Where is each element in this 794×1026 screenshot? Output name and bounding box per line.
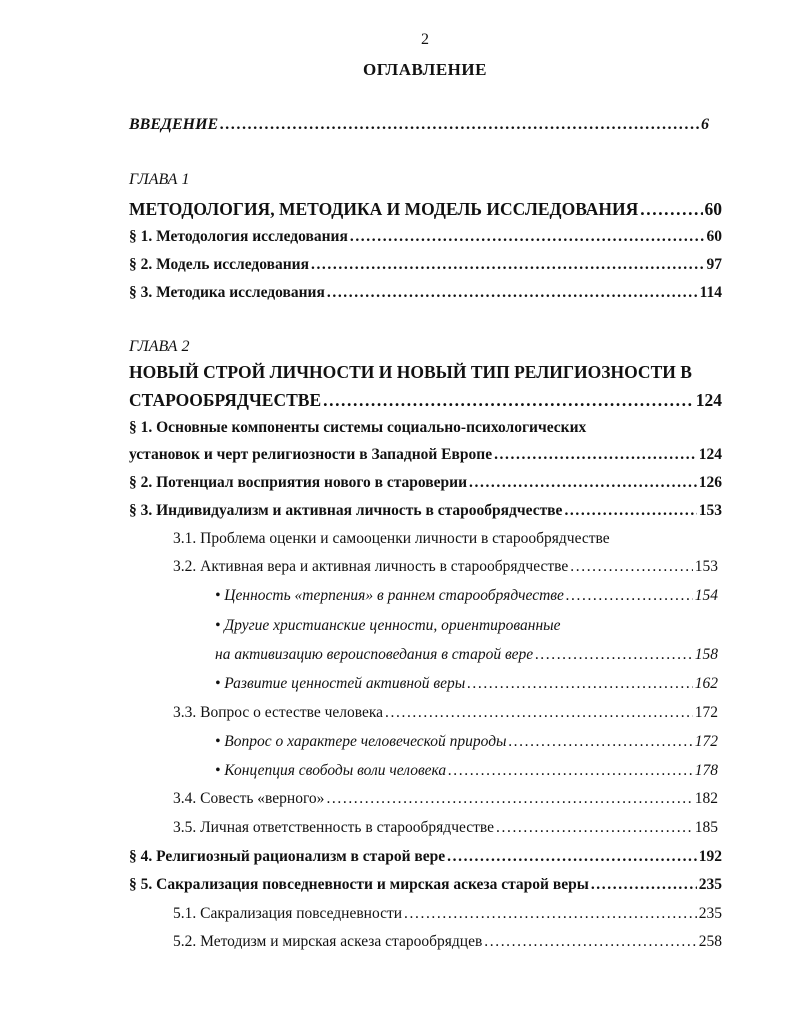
toc-entry-page: 192 xyxy=(698,848,722,865)
chapter-2-heading-line2 xyxy=(129,390,722,411)
toc-entry-page: 154 xyxy=(694,587,718,604)
toc-entry-ch1-s1 xyxy=(129,228,722,246)
dot-leader xyxy=(447,848,697,866)
toc-entry-ch2-s2 xyxy=(129,474,722,492)
toc-entry-text: § 3. Методика исследования xyxy=(129,284,325,301)
page-number: 2 xyxy=(421,31,429,48)
toc-entry-3-4 xyxy=(173,790,718,808)
toc-entry-text: § 3. Индивидуализм и активная личность в старообрядчестве xyxy=(129,502,563,519)
toc-entry-ch1-s2 xyxy=(129,256,722,274)
toc-bullet-patience xyxy=(215,587,718,605)
toc-entry-text: 3.4. Совесть «верного» xyxy=(173,790,325,807)
toc-entry-ch2-s1-line2 xyxy=(129,446,722,464)
toc-entry-text: установок и черт религиозности в Западной Европе xyxy=(129,446,493,463)
toc-entry-intro xyxy=(129,116,709,134)
dot-leader xyxy=(326,790,692,808)
toc-entry-text: 3.5. Личная ответственность в старообрядчестве xyxy=(173,819,495,836)
toc-entry-text: ВВЕДЕНИЕ xyxy=(129,116,219,133)
toc-entry-page: 153 xyxy=(698,502,722,519)
dot-leader xyxy=(327,284,698,302)
toc-entry-page: 124 xyxy=(698,446,722,463)
dot-leader xyxy=(640,199,702,220)
toc-entry-text: § 5. Сакрализация повседневности и мирская аскеза старой веры xyxy=(129,876,589,893)
toc-entry-3-2 xyxy=(173,558,718,576)
toc-entry-3-5 xyxy=(173,819,718,837)
chapter-2-label: ГЛАВА 2 xyxy=(129,338,190,355)
toc-entry-text: § 2. Модель исследования xyxy=(129,256,309,273)
toc-entry-page: 126 xyxy=(698,474,722,491)
toc-entry-page: 60 xyxy=(706,228,722,245)
toc-entry-page: 97 xyxy=(706,256,722,273)
toc-entry-text: • Развитие ценностей активной веры xyxy=(215,675,466,692)
toc-entry-ch2-s4 xyxy=(129,848,722,866)
toc-bullet-free-will xyxy=(215,762,718,780)
toc-entry-text: • Ценность «терпения» в раннем старообрядчестве xyxy=(215,587,564,604)
chapter-2-heading-line1: НОВЫЙ СТРОЙ ЛИЧНОСТИ И НОВЫЙ ТИП РЕЛИГИОЗНОСТИ В xyxy=(129,362,692,382)
dot-leader xyxy=(323,390,694,411)
dot-leader xyxy=(311,256,705,274)
toc-entry-text: § 1. Методология исследования xyxy=(129,228,348,245)
toc-entry-text: § 2. Потенциал восприятия нового в староверии xyxy=(129,474,468,491)
page-title: ОГЛАВЛЕНИЕ xyxy=(363,60,487,79)
dot-leader xyxy=(570,558,692,576)
dot-leader xyxy=(494,446,697,464)
toc-entry-text: 3.3. Вопрос о естестве человека xyxy=(173,704,384,721)
toc-entry-page: 6 xyxy=(701,116,709,133)
dot-leader xyxy=(350,228,705,246)
dot-leader xyxy=(448,762,693,780)
toc-entry-page: 124 xyxy=(695,390,722,410)
toc-entry-page: 182 xyxy=(694,790,718,807)
toc-entry-page: 235 xyxy=(698,876,722,893)
dot-leader xyxy=(385,704,693,722)
dot-leader xyxy=(564,502,696,520)
toc-entry-page: 185 xyxy=(694,819,718,836)
toc-entry-text: • Концепция свободы воли человека xyxy=(215,762,447,779)
toc-entry-page: 60 xyxy=(704,199,722,219)
toc-entry-page: 158 xyxy=(694,646,718,663)
toc-entry-page: 162 xyxy=(694,675,718,692)
toc-entry-ch2-s1-line1: § 1. Основные компоненты системы социально-психологических xyxy=(129,419,587,436)
toc-bullet-christian-values-line1: • Другие христианские ценности, ориентированные xyxy=(215,617,561,634)
toc-entry-3-1: 3.1. Проблема оценки и самооценки личности в старообрядчестве xyxy=(173,530,610,547)
toc-entry-text: 3.2. Активная вера и активная личность в старообрядчестве xyxy=(173,558,569,575)
dot-leader xyxy=(484,933,696,951)
toc-bullet-human-nature xyxy=(215,733,718,751)
toc-bullet-active-faith xyxy=(215,675,718,693)
toc-entry-text: 5.2. Методизм и мирская аскеза старообрядцев xyxy=(173,933,483,950)
toc-entry-5-2 xyxy=(173,933,722,951)
toc-entry-text: 5.1. Сакрализация повседневности xyxy=(173,905,403,922)
dot-leader xyxy=(535,646,693,664)
dot-leader xyxy=(496,819,693,837)
toc-entry-page: 153 xyxy=(694,558,718,575)
toc-entry-3-3 xyxy=(173,704,718,722)
dot-leader xyxy=(509,733,693,751)
toc-entry-text: МЕТОДОЛОГИЯ, МЕТОДИКА И МОДЕЛЬ ИССЛЕДОВАНИЯ xyxy=(129,199,639,219)
toc-entry-ch2-s5 xyxy=(129,876,722,894)
toc-entry-page: 172 xyxy=(694,704,718,721)
toc-entry-page: 235 xyxy=(698,905,722,922)
toc-entry-5-1 xyxy=(173,905,722,923)
dot-leader xyxy=(469,474,697,492)
toc-entry-ch2-s3 xyxy=(129,502,722,520)
chapter-1-heading xyxy=(129,199,722,220)
toc-entry-page: 178 xyxy=(694,762,718,779)
toc-entry-page: 258 xyxy=(698,933,722,950)
toc-entry-text: § 4. Религиозный рационализм в старой вере xyxy=(129,848,446,865)
toc-entry-text: • Вопрос о характере человеческой природы xyxy=(215,733,507,750)
dot-leader xyxy=(220,116,699,134)
toc-entry-ch1-s3 xyxy=(129,284,722,302)
dot-leader xyxy=(404,905,697,923)
chapter-1-label: ГЛАВА 1 xyxy=(129,171,190,188)
dot-leader xyxy=(591,876,697,894)
toc-entry-page: 114 xyxy=(699,284,722,301)
dot-leader xyxy=(566,587,693,605)
toc-bullet-christian-values-line2 xyxy=(215,646,718,664)
toc-entry-text: на активизацию вероисповедания в старой вере xyxy=(215,646,534,663)
toc-entry-page: 172 xyxy=(694,733,718,750)
toc-entry-text: СТАРООБРЯДЧЕСТВЕ xyxy=(129,390,322,410)
dot-leader xyxy=(467,675,692,693)
